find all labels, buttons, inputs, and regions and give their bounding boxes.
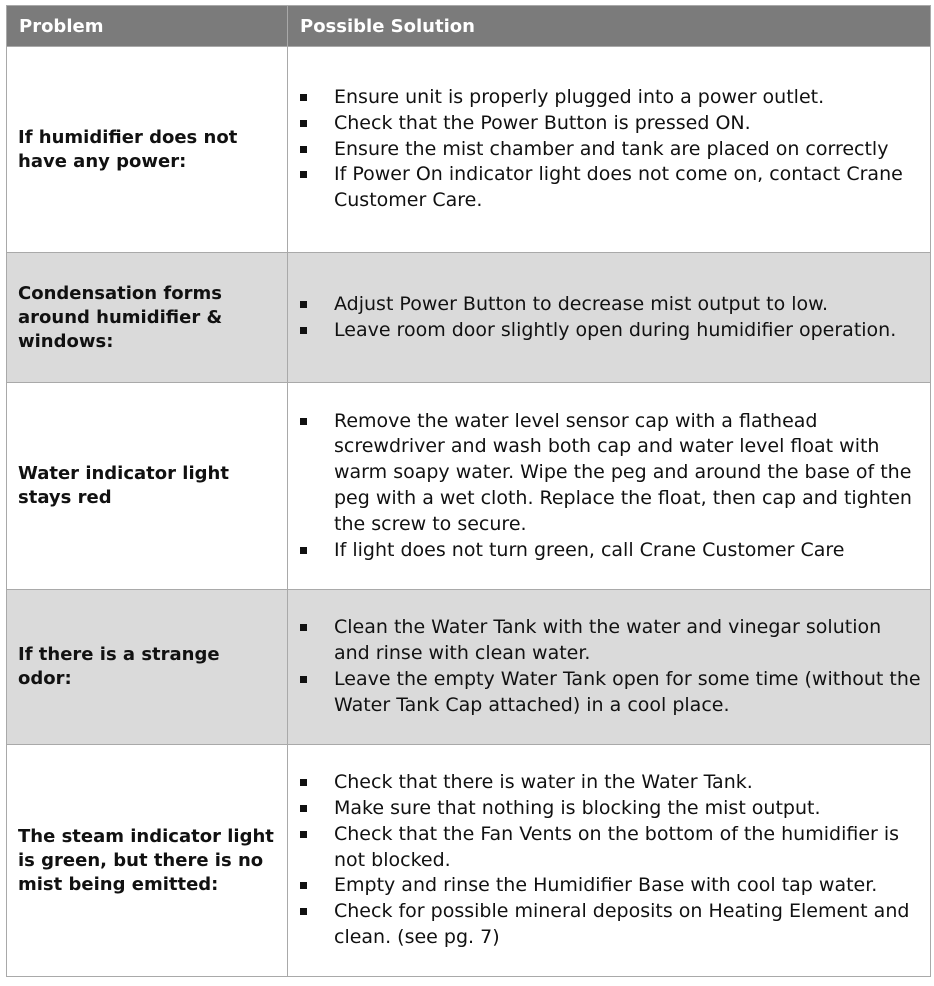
list-item	[296, 318, 922, 344]
list-item	[296, 111, 922, 137]
solution-text: Ensure the mist chamber and tank are placed on correctly	[334, 137, 889, 160]
table-row	[7, 47, 931, 253]
square-bullet-icon	[300, 94, 307, 101]
solution-column-header: Possible Solution	[288, 6, 931, 47]
table-row	[7, 253, 931, 383]
list-item	[296, 822, 922, 874]
list-item	[296, 796, 922, 822]
solution-text: Ensure unit is properly plugged into a power outlet.	[334, 86, 825, 108]
troubleshooting-table	[6, 5, 931, 977]
problem-column-header: Problem	[7, 6, 288, 47]
square-bullet-icon	[300, 779, 307, 786]
solution-list	[296, 770, 922, 951]
table-row	[7, 383, 931, 590]
square-bullet-icon	[300, 171, 307, 178]
solution-text: Check for possible mineral deposits on Heating Element and clean. (see pg. 7)	[334, 900, 910, 948]
list-item	[296, 409, 922, 538]
solution-list	[296, 85, 922, 214]
header-row	[7, 6, 931, 47]
list-item	[296, 873, 922, 899]
list-item	[296, 538, 922, 564]
problem-cell	[7, 383, 288, 590]
square-bullet-icon	[300, 547, 307, 554]
table-row	[7, 590, 931, 745]
problem-text: If there is a strange odor:	[18, 644, 220, 689]
table-row	[7, 745, 931, 977]
solution-text: Check that there is water in the Water Tank.	[334, 771, 753, 794]
square-bullet-icon	[300, 146, 307, 153]
solution-cell	[288, 253, 931, 383]
square-bullet-icon	[300, 120, 307, 127]
problem-text: Water indicator light stays red	[18, 463, 229, 508]
solution-text: Clean the Water Tank with the water and vinegar solution and rinse with clean water.	[334, 616, 882, 665]
problem-text: Condensation forms around humidifier & windows:	[18, 282, 223, 352]
solution-list	[296, 409, 922, 564]
solution-cell	[288, 383, 931, 590]
square-bullet-icon	[300, 301, 307, 308]
solution-text: Make sure that nothing is blocking the mist output.	[334, 797, 821, 819]
problem-cell	[7, 745, 288, 977]
solution-cell	[288, 590, 931, 745]
solution-text: Check that the Fan Vents on the bottom of the humidifier is not blocked.	[334, 822, 900, 871]
list-item	[296, 162, 922, 214]
solution-cell	[288, 47, 931, 253]
list-item	[296, 137, 922, 163]
solution-text: Check that the Power Button is pressed ON.	[334, 111, 751, 134]
square-bullet-icon	[300, 805, 307, 812]
solution-text: Leave the empty Water Tank open for some time (without the Water Tank Cap attached) in a cool place.	[334, 668, 921, 716]
square-bullet-icon	[300, 624, 307, 631]
list-item	[296, 85, 922, 111]
list-item	[296, 667, 922, 719]
solution-list	[296, 615, 922, 718]
problem-cell	[7, 47, 288, 253]
solution-text: If light does not turn green, call Crane Customer Care	[334, 538, 845, 561]
square-bullet-icon	[300, 676, 307, 683]
square-bullet-icon	[300, 882, 307, 889]
square-bullet-icon	[300, 418, 307, 425]
problem-text: If humidifier does not have any power:	[18, 126, 238, 172]
solution-text: Remove the water level sensor cap with a flathead screwdriver and wash both cap and water level float with warm soapy water. Wipe the peg and around the base of the peg with a wet cloth. Replace the float, then cap and tighten the screw to secure.	[334, 409, 912, 535]
solution-text: If Power On indicator light does not come on, contact Crane Customer Care.	[334, 163, 903, 212]
list-item	[296, 770, 922, 796]
problem-cell	[7, 590, 288, 745]
solution-cell	[288, 745, 931, 977]
problem-cell	[7, 253, 288, 383]
square-bullet-icon	[300, 327, 307, 334]
list-item	[296, 615, 922, 667]
solution-text: Empty and rinse the Humidifier Base with cool tap water.	[334, 874, 878, 897]
square-bullet-icon	[300, 908, 307, 915]
solution-text: Adjust Power Button to decrease mist output to low.	[334, 292, 828, 315]
solution-list	[296, 292, 922, 344]
square-bullet-icon	[300, 831, 307, 838]
solution-text: Leave room door slightly open during humidifier operation.	[334, 318, 897, 341]
list-item	[296, 899, 922, 951]
problem-text: The steam indicator light is green, but there is no mist being emitted:	[18, 825, 274, 895]
list-item	[296, 292, 922, 318]
